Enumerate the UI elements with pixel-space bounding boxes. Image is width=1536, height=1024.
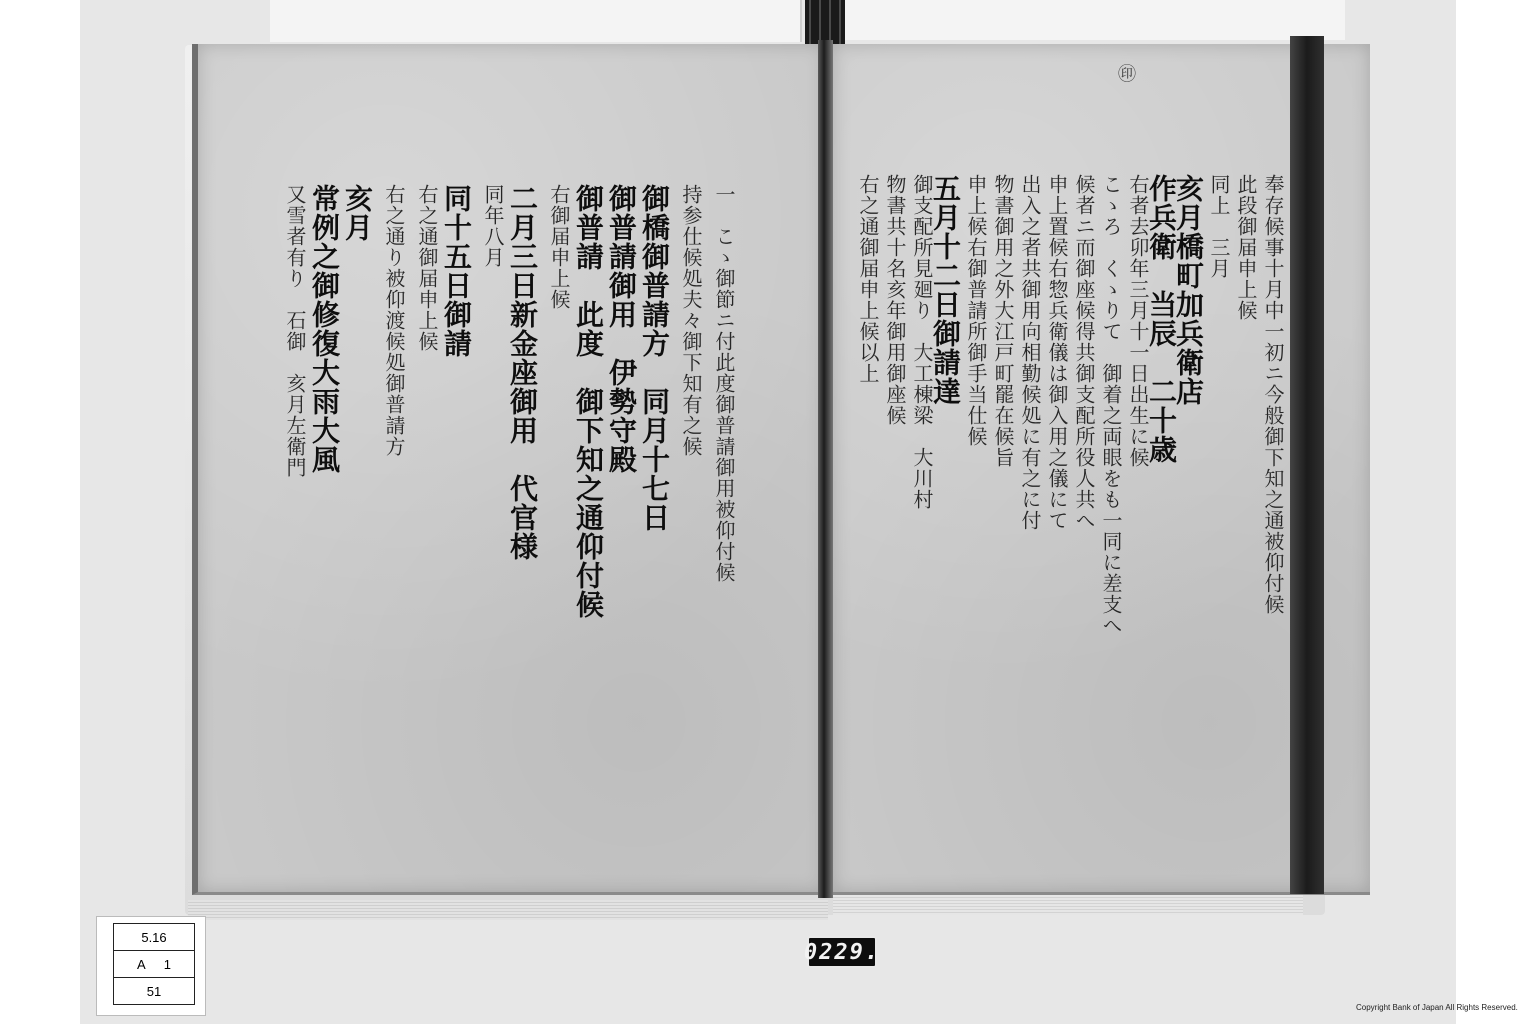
label-number: 1 [163, 956, 171, 972]
left-page-column-8: 同年八月 [481, 184, 505, 268]
right-page-column-8: こゝろ くゝりて 御着之両眼をも一同に差支へ [1099, 174, 1123, 636]
left-page-column-10: 右之通御届申上候 [415, 184, 439, 352]
book-spine [1290, 36, 1324, 894]
right-page-column-17: 右之通御届申上候以上 [856, 174, 880, 384]
book-gutter [818, 40, 833, 898]
left-page-column-1: 一 こゝ御節ニ付此度御普請御用被仰付候 [712, 184, 736, 583]
label-volume: 5.16 [141, 929, 167, 945]
right-page-column-10: 申上置候右惣兵衛儀は御入用之儀にて [1045, 174, 1069, 531]
right-page-column-9: 候者ニ而御座候得共御支配所役人共へ [1072, 174, 1096, 531]
right-page-column-16: 物書共十名亥年御用御座候 [883, 174, 907, 426]
page-edges-left [188, 900, 828, 920]
left-page-column-2: 持参仕候処夫々御下知有之候 [679, 184, 703, 457]
label-row-1 [114, 924, 194, 951]
label-item: 51 [146, 983, 162, 999]
top-paper-strip-left [270, 0, 802, 42]
left-page-column-3: 御橋御普請方 同月十七日 [638, 184, 671, 532]
right-page-column-15: 御支配所見廻り 大工棟梁 大川村 [910, 174, 934, 510]
right-page-column-5: 亥月橋町加兵衛店 [1172, 174, 1205, 406]
top-paper-strip-right [845, 0, 1345, 40]
frame-counter: 0229. [807, 936, 877, 968]
right-page-column-6: 作兵衛 当辰 二十歳 [1145, 174, 1178, 464]
left-page-column-4: 御普請御用 伊勢守殿 [605, 184, 638, 474]
right-page-column-4: 同上 三月 [1207, 174, 1231, 279]
right-page-column-7: 右者去卯年三月十一日出生に候 [1126, 174, 1150, 468]
catalog-label [96, 916, 206, 1016]
right-page-column-2: 奉存候事十月中一初ニ今般御下知之通被仰付候 [1261, 174, 1285, 615]
left-page-column-6: 右御届申上候 [547, 184, 571, 310]
copyright-notice: Copyright Bank of Japan All Rights Reserved. [1356, 1003, 1518, 1012]
seal-mark: ㊞ [1118, 64, 1136, 85]
left-page-column-14: 又雪者有り 石御 亥月左衛門 [283, 184, 307, 478]
left-page-column-5: 御普請 此度 御下知之通仰付候 [572, 184, 605, 619]
page-edges-right [833, 895, 1303, 915]
left-page-column-7: 二月三日新金座御用 代官様 [506, 184, 539, 561]
left-page [192, 44, 824, 895]
left-page-column-9: 同十五日御請 [440, 184, 473, 358]
label-series: A [137, 956, 146, 972]
right-page-column-12: 物書御用之外大江戸町罷在候旨 [991, 174, 1015, 468]
right-page-column-13: 申上候右御普請所御手当仕候 [964, 174, 988, 447]
right-page-column-11: 出入之者共御用向相勤候処に有之に付 [1018, 174, 1042, 531]
right-page-column-14: 五月十二日御請達 [929, 174, 962, 406]
label-row-3 [114, 978, 194, 1004]
right-page-column-3: 此段御届申上候 [1234, 174, 1258, 321]
left-page-column-12: 亥月 [341, 184, 374, 242]
label-row-2 [114, 951, 194, 978]
left-page-column-13: 常例之御修復大雨大風 [308, 184, 341, 474]
left-page-column-11: 右之通り被仰渡候処御普請方 [382, 184, 406, 457]
